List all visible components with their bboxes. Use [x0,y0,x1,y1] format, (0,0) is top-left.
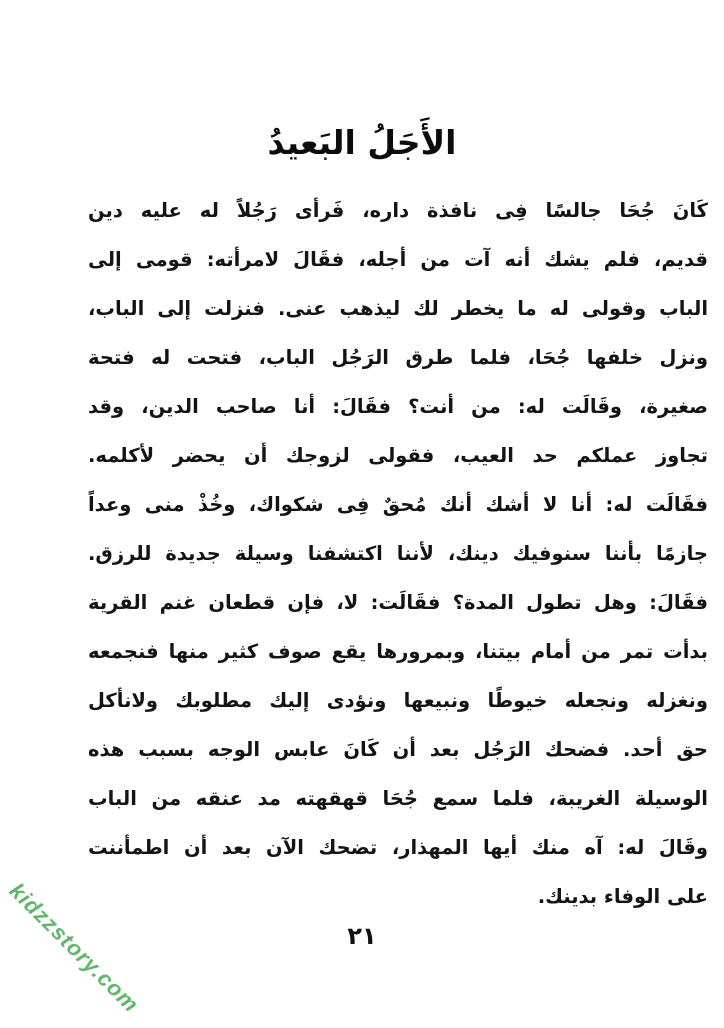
story-line: بدأت تمر من أمام بيتنا، وبمرورها يقع صوف كثير منها فنجمعه [88,640,708,663]
site-watermark: kidzzstory.com [4,877,145,1018]
story-line: فقَالَت له: أنا لا أشك أنك مُحقٌ فِى شكواك، وخُذْ منى وعداً [88,493,708,516]
story-line: حق أحد. فضحك الرَجُل بعد أن كَانَ عابس الوجه بسبب هذه [88,738,708,761]
story-line: تجاوز عملكم حد العيب، فقولى لزوجك أن يحضر لأكلمه. [88,444,708,467]
story-line: وقَالَ له: آه منك أيها المهذار، تضحك الآن بعد أن اطمأننت [88,836,708,859]
story-line: جازمًا بأننا سنوفيك دينك، لأننا اكتشفنا وسيلة جديدة للرزق. [88,542,708,565]
story-line: كَانَ جُحَا جالسًا فِى نافذة داره، فَرأى رَجُلاً له عليه دين [88,199,708,222]
story-line: ونغزله ونجعله خيوطًا ونبيعها ونؤدى إليك مطلوبك ولانأكل [88,689,708,712]
story-line: ونزل خلفها جُحَا، فلما طرق الرَجُل الباب، فتحت له فتحة [88,346,708,369]
story-line: على الوفاء بدينك. [537,885,708,908]
story-line: فقَالَ: وهل تطول المدة؟ فقَالَت: لا، فإن قطعان غنم القرية [88,591,708,614]
story-line: صغيرة، وقَالَت له: من أنت؟ فقَالَ: أنا صاحب الدين، وقد [88,395,708,418]
story-body [88,186,708,921]
page-number: ٢١ [347,922,377,950]
story-line: الباب وقولى له ما يخطر لك ليذهب عنى. فنزلت إلى الباب، [88,297,708,320]
story-line: قديم، فلم يشك أنه آت من أجله، فقَالَ لامرأته: قومى إلى [88,248,708,271]
story-line: الوسيلة الغريبة، فلما سمع جُحَا قهقهته مد عنقه من الباب [88,787,708,810]
story-title: الأَجَلُ البَعيدُ [267,123,457,162]
